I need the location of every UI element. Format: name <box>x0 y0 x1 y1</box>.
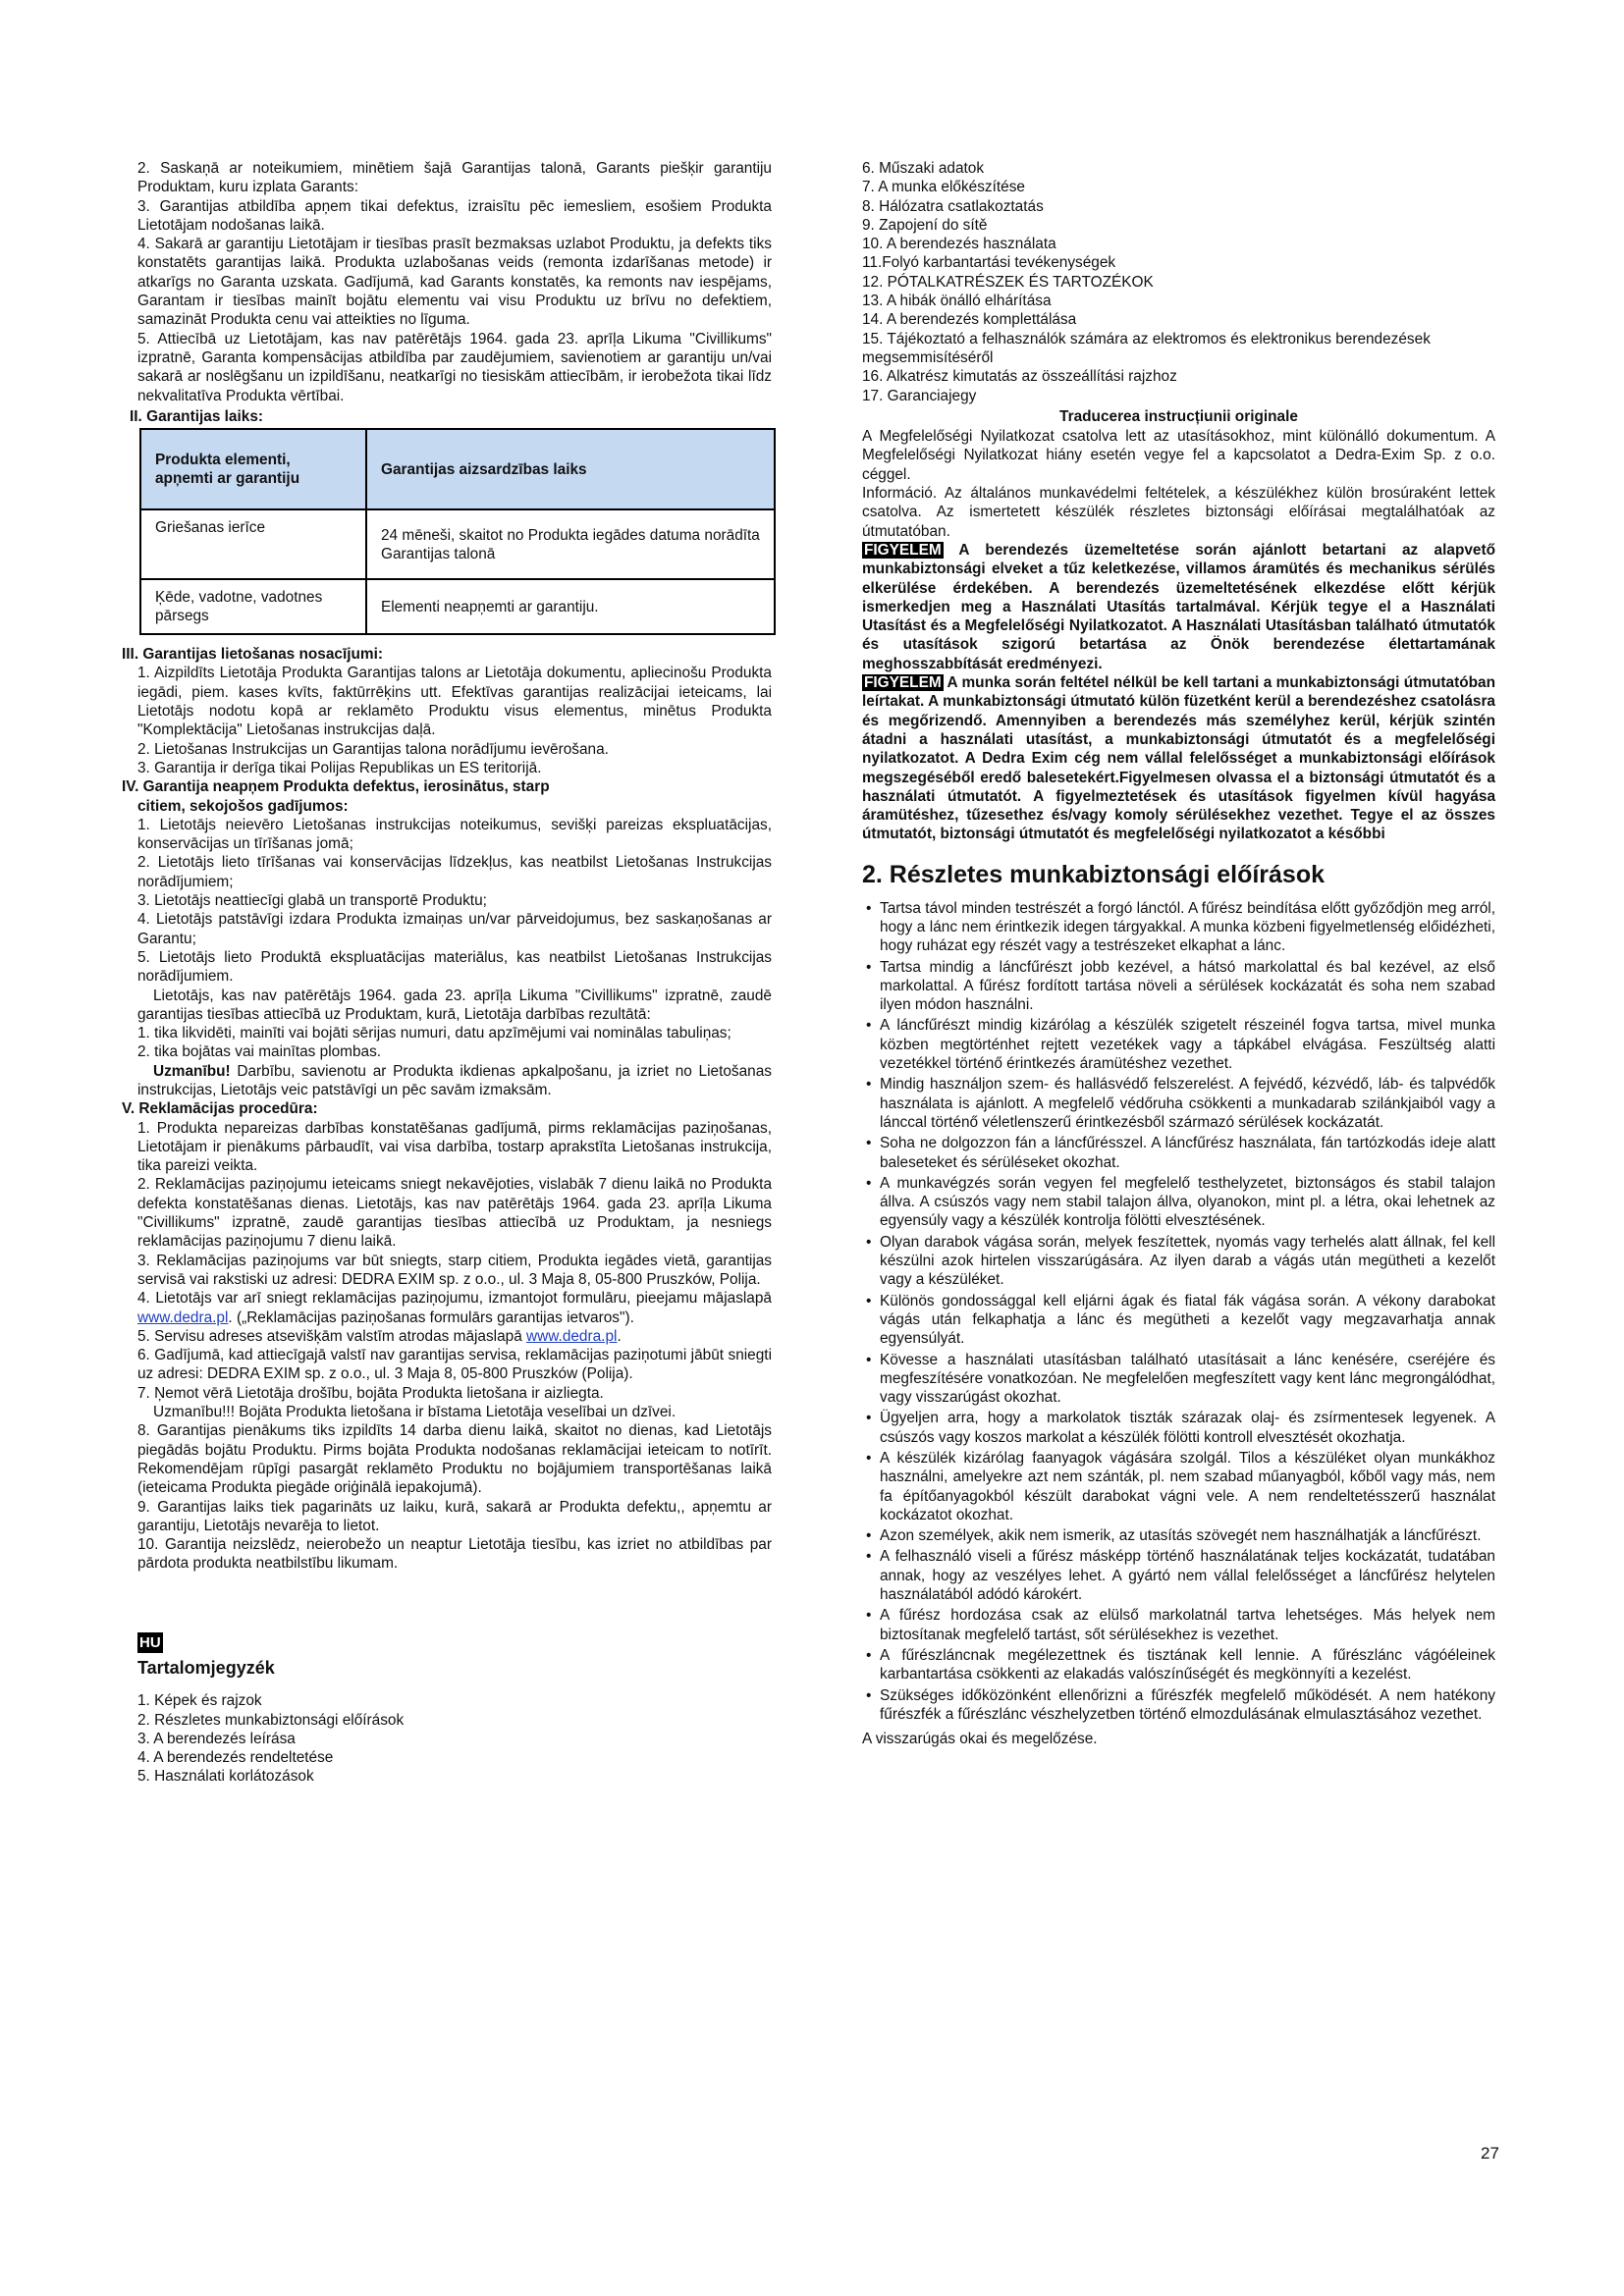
section-heading-4-cont: citiem, sekojošos gadījumos: <box>137 797 349 815</box>
table-cell: Ķēde, vadotne, vadotnes pārsegs <box>140 579 366 634</box>
warning-text: Uzmanību!!! Bojāta Produkta lietošana ir bīstama Lietotāja veselībai un dzīvei. <box>153 1404 677 1421</box>
list-item: • Mindig használjon szem- és hallásvédő felszerelést. A fejvédő, kézvédő, láb- és talpvédők használata is ajánlott. A megfelelő védőruha csökkenti a munkadarab szilánkjaiból vagy a lánccal történő véletlenszerű érintkezésből származó sérülések kockázatát. <box>862 1075 1495 1132</box>
toc-item: 4. A berendezés rendeltetése <box>137 1749 334 1767</box>
warning-paragraph <box>862 541 1495 673</box>
language-badge-hu: HU <box>137 1632 163 1653</box>
text: 4. Lietotājs var arī sniegt reklamācijas paziņojumu, izmantojot formulāru, pieejamu mājaslapā <box>137 1290 772 1308</box>
list-item: 3. Garantija ir derīga tikai Polijas Republikas un ES teritorijā. <box>137 759 542 776</box>
list-item: 8. Garantijas pienākums tiks izpildīts 14 darba dienu laikā, skaitot no dienas, kad Lietotājs piegādās bojātu Produktu. Pirms bojāta Produkta nodošanas reklamācijai ieteicam to notīrīt. Rekomendējam rūpīgi pasargāt reklamēto Produktu no bojājumiem transportēšanas laikā (ieteicama Produkta piegāde oriģinālā iepakojumā). <box>137 1422 772 1497</box>
warning-text: A berendezés üzemeltetése során ajánlott betartani az alapvető munkabiztonsági elveket a tűz keletkezése, villamos áramütés és mechanikus sérülés elkerülése érdekében. A berendezés üzemeltetésének elkezdése előtt kérjük ismerkedjen meg a Használati Utasítás tartalmával. Kérjük tegye el a Használati Utasítást és a Megfelelőségi Nyilatkozatot. A Használati Utasításban található útmutatók és utasítások szigorú betartása az Önök berendezése élettartamának meghosszabbítását eredményezi. <box>862 541 1495 672</box>
toc-item: 6. Műszaki adatok <box>862 160 985 177</box>
paragraph: A Megfelelőségi Nyilatkozat csatolva lett az utasításokhoz, mint különálló dokumentum. A Megfelelőségi Nyilatkozat hiány esetén vegye fel a kapcsolatot a Dedra-Exim Sp. z o.o. céggel. <box>862 428 1495 483</box>
list-item: 1. Lietotājs neievēro Lietošanas instrukcijas noteikumus, sevišķi pareizas ekspluatācijas, konservācijas un tīrīšanas jomā; <box>137 816 772 853</box>
table-header-elements: Produkta elementi, apņemti ar garantiju <box>140 429 366 509</box>
list-item: 2. Lietotājs lieto tīrīšanas vai konservācijas līdzekļus, kas neatbilst Lietošanas Instrukcijas norādījumiem; <box>137 854 772 890</box>
toc-item: 3. A berendezés leírása <box>137 1730 296 1747</box>
paragraph: Információ. Az általános munkavédelmi feltételek, a készülékhez külön brosúraként lettek csatolva. Az ismertetett készülék részletes biztonsági előírásai megtalálhatóak az útmutatóban. <box>862 485 1495 540</box>
toc-item: 9. Zapojení do sítě <box>862 216 988 234</box>
toc-item: 13. A hibák önálló elhárítása <box>862 293 1052 310</box>
list-item: • Különös gondossággal kell eljárni ágak és fiatal fák vágása során. A vékony darabokat vágás után felkaphatja a lánc és megütheti a kezelőt vagy megzavarhatja annak egyensúlyát. <box>862 1292 1495 1349</box>
note-label: Uzmanību! <box>153 1062 231 1080</box>
list-item: 2. Reklamācijas paziņojumu ieteicams sniegt nekavējoties, vislabāk 7 dienu laikā no Produkta defekta konstatēšanas dienas. Lietotājs, kas nav patērētājs 1964. gada 23. aprīļa Likuma "Civillikums" izpratnē, zaudē garantijas tiesības attiecībā uz Produktam, ja nesniegs reklamācijas paziņojumu 7 dienu laikā. <box>137 1176 772 1251</box>
list-item: 2. tika bojātas vai mainītas plombas. <box>137 1043 382 1061</box>
toc-item: 7. A munka előkészítése <box>862 179 1025 196</box>
text: . („Reklamācijas paziņošanas formulārs garantijas ietvaros"). <box>228 1308 634 1326</box>
toc-item: 16. Alkatrész kimutatás az összeállítási rajzhoz <box>862 368 1177 386</box>
warning-paragraph <box>862 673 1495 844</box>
dedra-link[interactable]: www.dedra.pl <box>526 1327 618 1345</box>
list-item: • A készülék kizárólag faanyagok vágására szolgál. Tilos a készüléket olyan munkákhoz használni, amelyekre azt nem szánták, pl. nem szabad műanyagból, kőből vagy más, nem fa építőanyagokból készült darabokat vágni vele. A nem rendeltetésszerű használat kockázatot okozhat. <box>862 1449 1495 1524</box>
list-item: 9. Garantijas laiks tiek pagarināts uz laiku, kurā, sakarā ar Produkta defektu,, apņemtu ar garantiju, Lietotājs nevarēja to lietot. <box>137 1498 772 1534</box>
list-item: • A munkavégzés során vegyen fel megfelelő testhelyzetet, biztonságos és stabil talajon állva. A csúszós vagy nem stabil talajon állva, olyanokon, mint pl. a létra, okai lehetnek az egyensúly vagy a készülék kontrolja fölötti elvesztésének. <box>862 1174 1495 1231</box>
toc-item: 5. Használati korlátozások <box>137 1768 314 1786</box>
right-column <box>862 159 1495 1748</box>
toc-item: 11.Folyó karbantartási tevékenységek <box>862 254 1116 272</box>
warranty-table <box>139 428 776 635</box>
toc-item: 14. A berendezés komplettálása <box>862 311 1077 329</box>
list-item: • Tartsa mindig a láncfűrészt jobb kezével, a hátsó markolattal és bal kezével, az első markolattal. A fűrész fordított tartása növeli a sérülések kockázatát és soha nem szabad ilyen módon használni. <box>862 958 1495 1015</box>
toc-item: 8. Hálózatra csatlakoztatás <box>862 197 1044 215</box>
list-item: • A fűrész hordozása csak az elülső markolatnál tartva lehetséges. Más helyek nem biztosítanak megfelelő tartást, sőt sérülésekhez is vezethet. <box>862 1606 1495 1644</box>
warning-text: A munka során feltétel nélkül be kell tartani a munkabiztonsági útmutatóban leírtakat. A munkabiztonsági útmutató külön füzetként kerül a berendezéshez csatolásra és megőrizendő. Amennyiben a berendezés más személyhez kerül, kérjük szintén átadni a használati utasítást, a munkabiztonsági útmutatót és a megfelelőségi nyilatkozatot. A Dedra Exim cég nem vállal felelősséget a munkabiztonsági előírások megszegéséből eredő balesetekért.Figyelmesen olvassa el a biztonsági útmutatót és a használati útmutatót. A figyelmeztetések és utasítások figyelmen kívül hagyása áramütéshez, tűzesethez és/vagy komoly sérülésekhez vezethet. Tegye el az összes útmutatót, biztonsági útmutatót és megfelelőségi nyilatkozatot a későbbi <box>862 674 1495 843</box>
list-item: • A fűrészláncnak megélezettnek és tisztának kell lennie. A fűrészlánc vágóéleinek karbantartása csökkenti az elakadás valószínűségét és megkönnyíti a kezelést. <box>862 1646 1495 1684</box>
list-item: • Ügyeljen arra, hogy a markolatok tiszták szárazak olaj- és zsírmentesek legyenek. A csúszós vagy koszos markolat a készülék fölötti kontroll elvesztését okozhatja. <box>862 1409 1495 1447</box>
table-cell: Griešanas ierīce <box>140 509 366 579</box>
list-item: 1. tika likvidēti, mainīti vai bojāti sērijas numuri, datu apzīmējumi vai nominālas tabuliņas; <box>137 1025 731 1042</box>
list-item: 5. Lietotājs lieto Produktā ekspluatācijas materiālus, kas neatbilst Lietošanas Instrukcijas norādījumiem. <box>137 948 772 986</box>
intro-paragraph: 4. Sakarā ar garantiju Lietotājam ir tiesības prasīt bezmaksas uzlabot Produktu, ja defekts tiks konstatēts garantijas laikā. Produkta uzlabošanas veids (remonta izdarīšanas metode) ir atkarīgs no Garanta uzskata. Gadījumā, kad Garants konstatēs, ka remonts nav iespējams, Garantam ir tiesības mainīt bojātu elementu vai visu Produktu uz brīvu no defektiem, samazināt Produkta cenu vai atteikties no līguma. <box>137 236 772 329</box>
safety-list <box>862 899 1495 1724</box>
left-column <box>122 159 772 1787</box>
warning-label: FIGYELEM <box>864 674 942 692</box>
list-item: • Tartsa távol minden testrészét a forgó lánctól. A fűrész beindítása előtt győződjön meg arról, hogy a lánc nem érintkezik idegen tárgyakkal. A munka közbeni figyelmetlenség előidézheti, hogy ruházat egy részét vagy a testrészeket elkaphat a lánc. <box>862 899 1495 956</box>
paragraph: A visszarúgás okai és megelőzése. <box>862 1731 1098 1748</box>
note-paragraph <box>137 1062 772 1100</box>
toc-title: Tartalomjegyzék <box>137 1658 275 1678</box>
list-item <box>137 1327 772 1346</box>
toc-item: 2. Részletes munkabiztonsági előírások <box>137 1711 405 1729</box>
toc-item: 12. PÓTALKATRÉSZEK ÉS TARTOZÉKOK <box>862 273 1154 291</box>
section-heading: 2. Részletes munkabiztonsági előírások <box>862 860 1325 888</box>
list-item: • A felhasználó viseli a fűrész másképp történő használatának teljes kockázatát, tudatában annak, hogy az veszélyes lehet. A gyártó nem vállal felelősséget a láncfűrész helytelen használatából adódó károkért. <box>862 1547 1495 1604</box>
list-item: 7. Ņemot vērā Lietotāja drošību, bojāta Produkta lietošana ir aizliegta. <box>137 1384 604 1402</box>
list-item: • Olyan darabok vágása során, melyek feszítettek, nyomás vagy terhelés alatt állnak, fel kell készülni azok hirtelen visszarúgására. Az ilyen darab a vágás után megütheti a kezelőt vagy a készüléket. <box>862 1233 1495 1290</box>
section-heading-5: V. Reklamācijas procedūra: <box>122 1100 318 1118</box>
list-item: • Szükséges időközönként ellenőrizni a fűrészfék megfelelő működését. A nem hatékony fűrészfék a fűrészlánc vészhelyzetben történő elmozdulásának elmulasztásához vezethet. <box>862 1686 1495 1725</box>
toc-item: 10. A berendezés használata <box>862 236 1056 253</box>
section-heading-2: II. Garantijas laiks: <box>130 407 264 425</box>
translation-caption: Traducerea instrucțiunii originale <box>1059 407 1298 425</box>
toc-item: 15. Tájékoztató a felhasználók számára az elektromos és elektronikus berendezések megsemmisítéséről <box>862 330 1431 366</box>
intro-paragraph: 5. Attiecībā uz Lietotājam, kas nav patērētājs 1964. gada 23. aprīļa Likuma "Civillikums" izpratnē, Garanta kompensācijas atbildība par zaudējumiem, savienotiem ar garantiju un/vai sakarā ar noslēgšanu un izpildīšanu, neatkarīgi no tiesiskām attiecībām, ir ierobežota tikai līdz nekvalitatīva Produkta vērtībai. <box>137 330 772 404</box>
paragraph: Lietotājs, kas nav patērētājs 1964. gada 23. aprīļa Likuma "Civillikums" izpratnē, zaudē garantijas tiesības attiecībā uz Produktam, kurā, Lietotāja darbības rezultātā: <box>137 987 772 1023</box>
list-item: 3. Reklamācijas paziņojums var būt sniegts, starp citiem, Produkta iegādes vietā, garantijas servisā vai rakstiski uz adresi: DEDRA EXIM sp. z o.o., ul. 3 Maja 8, 05-800 Pruszków, Polija. <box>137 1252 772 1288</box>
table-cell: 24 mēneši, skaitot no Produkta iegādes datuma norādīta Garantijas talonā <box>366 509 775 579</box>
list-item: 1. Aizpildīts Lietotāja Produkta Garantijas talons ar Lietotāja dokumentu, apliecinošu Produkta iegādi, piem. kases kvīts, faktūrrēķins utt. Efektīvas garantijas realizācijai ieteicams, lai Lietotājs nodotu kopā ar reklamēto Produktu visus elementus, minētus Produkta "Komplektācija" Lietošanas instrukcijas daļā. <box>137 665 772 739</box>
list-item: • A láncfűrészt mindig kizárólag a készülék szigetelt részeinél fogva tartsa, mivel munka közben megtörténhet rejtett vezetékek vagy a tápkábel elvágása. Feszültség alatti vezetékkel történő érintkezés áramütéshez vezethet. <box>862 1016 1495 1073</box>
list-item: • Azon személyek, akik nem ismerik, az utasítás szövegét nem használhatják a láncfűrészt. <box>862 1526 1495 1545</box>
toc-item: 1. Képek és rajzok <box>137 1692 262 1710</box>
list-item <box>137 1289 772 1327</box>
list-item: • Kövesse a használati utasításban található utasításait a lánc kenésére, cseréjére és megfeszítésére vonatkozóan. Ne megfelelően megfeszített vagy kent lánc megrongálódhat, vagy visszarúgást okozhat. <box>862 1351 1495 1408</box>
list-item: 3. Lietotājs neattiecīgi glabā un transportē Produktu; <box>137 892 487 910</box>
text: 5. Servisu adreses atsevišķām valstīm atrodas mājaslapā <box>137 1327 527 1345</box>
section-heading-3: III. Garantijas lietošanas nosacījumi: <box>122 646 384 664</box>
intro-paragraph: 2. Saskaņā ar noteikumiem, minētiem šajā Garantijas talonā, Garants piešķir garantiju Produktam, kuru izplata Garants: <box>137 160 772 196</box>
list-item: 1. Produkta nepareizas darbības konstatēšanas gadījumā, pirms reklamācijas paziņošanas, Lietotājam ir pienākums pārbaudīt, vai visa darbība, tostarp aprakstīta Lietošanas instrukcija, tika pareizi veikta. <box>137 1119 772 1175</box>
list-item: 10. Garantija neizslēdz, neierobežo un neaptur Lietotāja tiesību, kas izriet no atbildības par pārdota produkta neatbilstību likumam. <box>137 1536 772 1573</box>
list-item: • Soha ne dolgozzon fán a láncfűrésszel. A láncfűrész használata, fán tartózkodás ideje alatt baleseteket és sérüléseket okozhat. <box>862 1134 1495 1172</box>
toc-item: 17. Garanciajegy <box>862 387 977 404</box>
page-number: 27 <box>1481 2144 1499 2163</box>
intro-paragraph: 3. Garantijas atbildība apņem tikai defektus, izraisītu pēc iemesliem, esošiem Produkta Lietotājam nodošanas laikā. <box>137 197 772 234</box>
list-item: 2. Lietošanas Instrukcijas un Garantijas talona norādījumu ievērošana. <box>137 740 609 758</box>
note-text: Darbību, savienotu ar Produkta ikdienas apkalpošanu, ja izriet no Lietošanas instrukcijas, Lietotājs veic patstāvīgi un pēc savām izmaksām. <box>137 1062 772 1098</box>
warning-label: FIGYELEM <box>864 541 942 559</box>
text: . <box>617 1327 622 1345</box>
list-item: 6. Gadījumā, kad attiecīgajā valstī nav garantijas servisa, reklamācijas paziņotumi jābūt sniegti uz adresi: DEDRA EXIM sp. z o.o., ul. 3 Maja 8, 05-800 Pruszków (Polija). <box>137 1347 772 1383</box>
table-header-period: Garantijas aizsardzības laiks <box>366 429 775 509</box>
dedra-link[interactable]: www.dedra.pl <box>137 1308 229 1326</box>
section-heading-4: IV. Garantija neapņem Produkta defektus, ierosinātus, starp <box>122 778 550 796</box>
table-cell: Elementi neapņemti ar garantiju. <box>366 579 775 634</box>
list-item: 4. Lietotājs patstāvīgi izdara Produkta izmaiņas un/var pārveidojumus, bez saskaņošanas ar Garantu; <box>137 911 772 947</box>
